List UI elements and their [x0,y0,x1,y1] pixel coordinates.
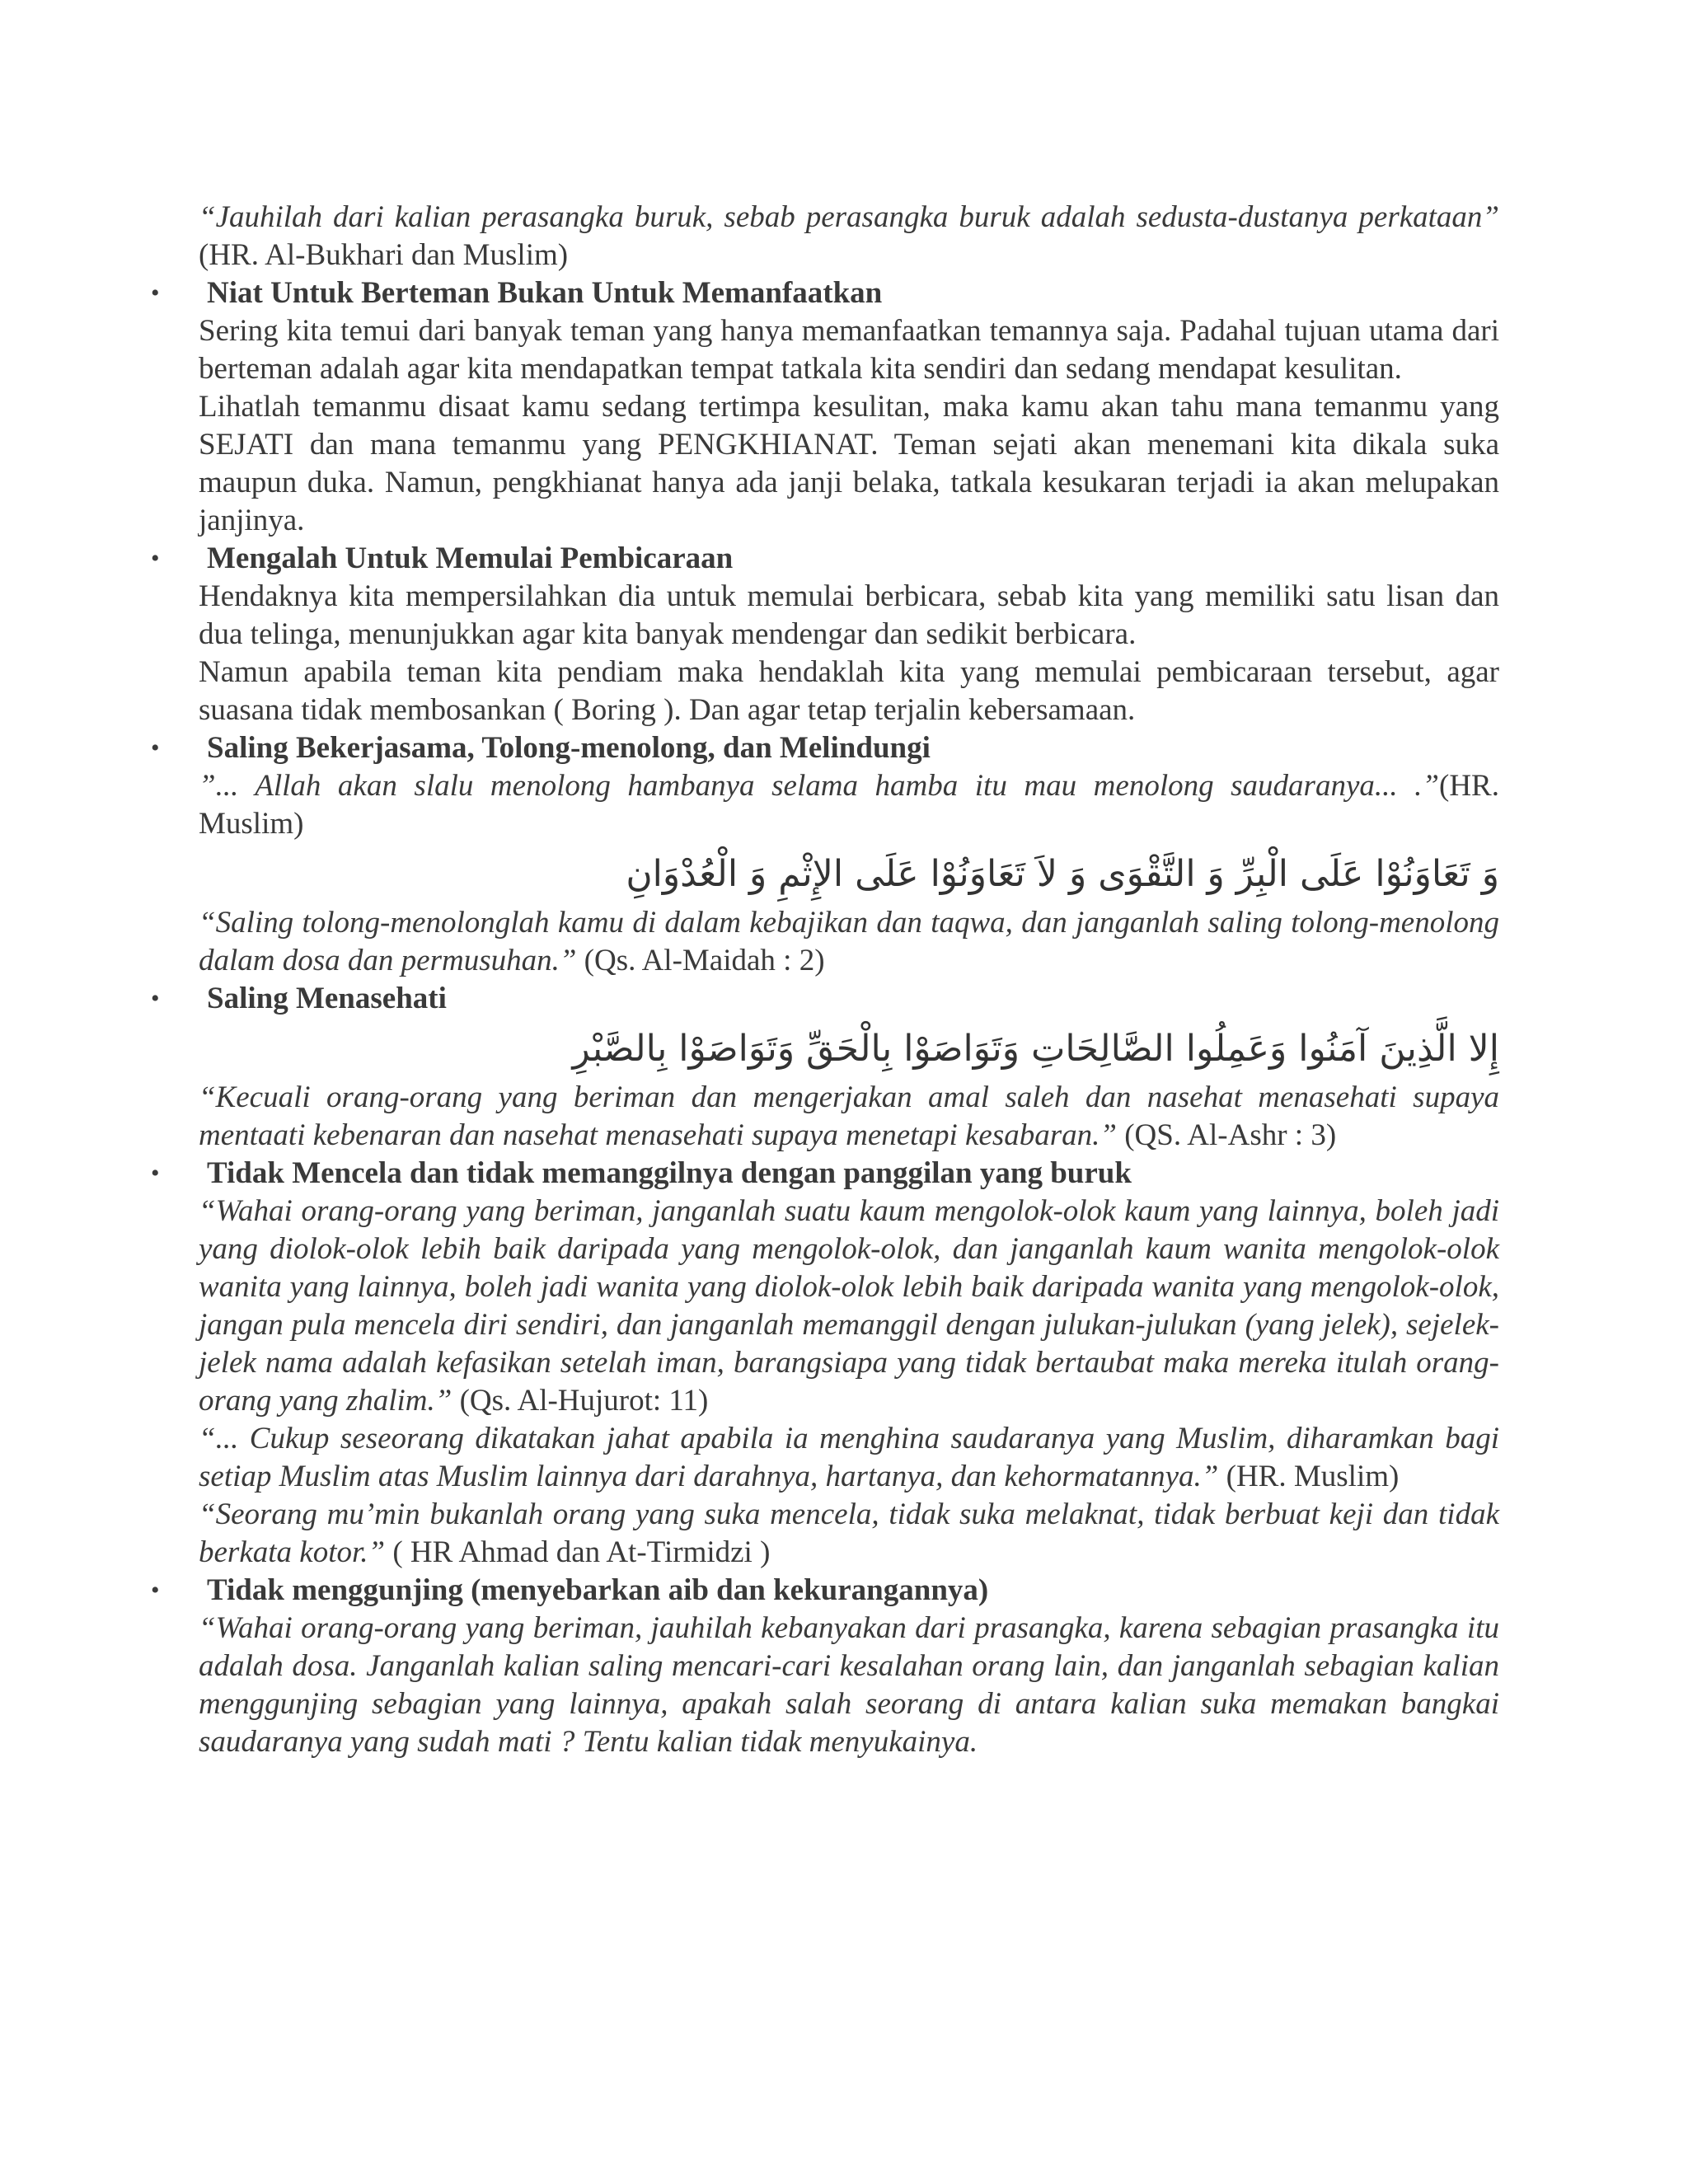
section-heading-menasehati [151,980,1499,1018]
section-heading-niat [151,274,1499,312]
hadith-source: (HR. Muslim) [199,769,1499,841]
bullet-icon: • [151,1160,160,1187]
section-5-quote-2 [199,1420,1499,1496]
section-2-paragraph-1: Hendaknya kita mempersilahkan dia untuk memulai berbicara, sebab kita yang memiliki satu lisan dan dua telinga, menunjukkan agar kita banyak mendengar dan sedikit berbicara. [199,579,1499,651]
heading-text: Mengalah Untuk Memulai Pembicaraan [207,541,734,575]
arabic-verse-ashr: إِلا الَّذِينَ آمَنُوا وَعَمِلُوا الصَّالِحَاتِ وَتَوَاصَوْا بِالْحَقِّ وَتَوَاصَوْا بِالصَّبْرِ [572,1028,1499,1070]
heading-text: Saling Bekerjasama, Tolong-menolong, dan Melindungi [207,731,931,765]
quote-text: “Seorang mu’min bukanlah orang yang suka mencela, tidak suka melaknat, tidak berbuat keji dan tidak berkata kotor.” [199,1497,1499,1569]
translation-quote: “Saling tolong-menolonglah kamu di dalam kebajikan dan taqwa, dan janganlah saling tolong-menolong dalam dosa dan permusuhan.” [199,906,1499,977]
section-2-paragraph-2: Namun apabila teman kita pendiam maka hendaklah kita yang memulai pembicaraan tersebut, agar suasana tidak membosankan ( Boring ). Dan agar tetap terjalin kebersamaan. [199,655,1499,727]
heading-text: Tidak Mencela dan tidak memanggilnya dengan panggilan yang buruk [207,1156,1132,1190]
quote-text: “... Cukup seseorang dikatakan jahat apabila ia menghina saudaranya yang Muslim, diharamkan bagi setiap Muslim atas Muslim lainnya dari darahnya, hartanya, dan kehormatannya.” [199,1422,1499,1493]
section-heading-bekerjasama [151,729,1499,767]
translation-quote: “Kecuali orang-orang yang beriman dan mengerjakan amal saleh dan nasehat menasehati supaya mentaati kebenaran dan nasehat menasehati supaya menetapi kesabaran.” [199,1080,1499,1152]
quote-source: (HR. Muslim) [1218,1460,1400,1493]
intro-quote: “Jauhilah dari kalian perasangka buruk, sebab perasangka buruk adalah sedusta-dustanya perkataan” [199,200,1499,234]
section-1-paragraph-2: Lihatlah temanmu disaat kamu sedang tertimpa kesulitan, maka kamu akan tahu mana temanmu yang SEJATI dan mana temanmu yang PENGKHIANAT. Teman sejati akan menemani kita dikala suka maupun duka. Namun, pengkhianat hanya ada janji belaka, tatkala kesukaran terjadi ia akan melupakan janjinya. [199,390,1499,537]
section-3-translation [199,904,1499,980]
section-6-quote [199,1610,1499,1761]
heading-text: Saling Menasehati [207,982,447,1015]
section-5-quote-1 [199,1193,1499,1420]
bullet-icon: • [151,734,160,762]
intro-paragraph [199,199,1499,274]
section-4-translation [199,1079,1499,1155]
heading-text: Niat Untuk Berteman Bukan Untuk Memanfaatkan [207,276,883,310]
bullet-icon: • [151,545,160,572]
translation-source: (Qs. Al-Maidah : 2) [576,944,825,977]
quote-text: “Wahai orang-orang yang beriman, jauhilah kebanyakan dari prasangka, karena sebagian prasangka itu adalah dosa. Janganlah kalian saling mencari-cari kesalahan orang lain, dan janganlah sebagian kalian menggunjing sebagian yang lainnya, apakah salah seorang di antara kalian suka memakan bangkai saudaranya yang sudah mati ? Tentu kalian tidak menyukainya. [199,1611,1499,1759]
quote-text: “Wahai orang-orang yang beriman, janganlah suatu kaum mengolok-olok kaum yang lainnya, boleh jadi yang diolok-olok lebih baik daripada yang mengolok-olok, dan janganlah kaum wanita mengolok-olok wanita yang lainnya, boleh jadi wanita yang diolok-olok lebih baik daripada wanita yang mengolok-olok, jangan pula mencela diri sendiri, dan janganlah memanggil dengan julukan-julukan (yang jelek), sejelek-jelek nama adalah kefasikan setelah iman, barangsiapa yang tidak bertaubat maka mereka itulah orang-orang yang zhalim.” [199,1194,1499,1418]
section-5-quote-3 [199,1496,1499,1572]
bullet-icon: • [151,279,160,307]
quote-source: ( HR Ahmad dan At-Tirmidzi ) [385,1535,771,1569]
document-content [151,199,1499,1761]
section-heading-mencela [151,1155,1499,1193]
section-heading-mengalah [151,540,1499,578]
translation-source: (QS. Al-Ashr : 3) [1116,1118,1337,1152]
arabic-verse-maidah: وَ تَعَاوَنُوْا عَلَى الْبِرِّ وَ التَّقْوَى وَ لاَ تَعَاوَنُوْا عَلَى الإِثْمِ وَ الْعُدْوَانِ [626,853,1499,895]
bullet-icon: • [151,1577,160,1604]
section-heading-menggunjing [151,1572,1499,1610]
heading-text: Tidak menggunjing (menyebarkan aib dan kekurangannya) [207,1573,989,1607]
section-1-paragraph-1: Sering kita temui dari banyak teman yang hanya memanfaatkan temannya saja. Padahal tujuan utama dari berteman adalah agar kita mendapatkan tempat tatkala kita sendiri dan sedang mendapat kesulitan. [199,314,1499,386]
bullet-icon: • [151,985,160,1012]
hadith-quote: ”... Allah akan slalu menolong hambanya selama hamba itu mau menolong saudaranya... .” [199,769,1440,803]
intro-source: (HR. Al-Bukhari dan Muslim) [199,238,569,272]
section-3-hadith [199,767,1499,843]
quote-source: (Qs. Al-Hujurot: 11) [452,1384,709,1418]
